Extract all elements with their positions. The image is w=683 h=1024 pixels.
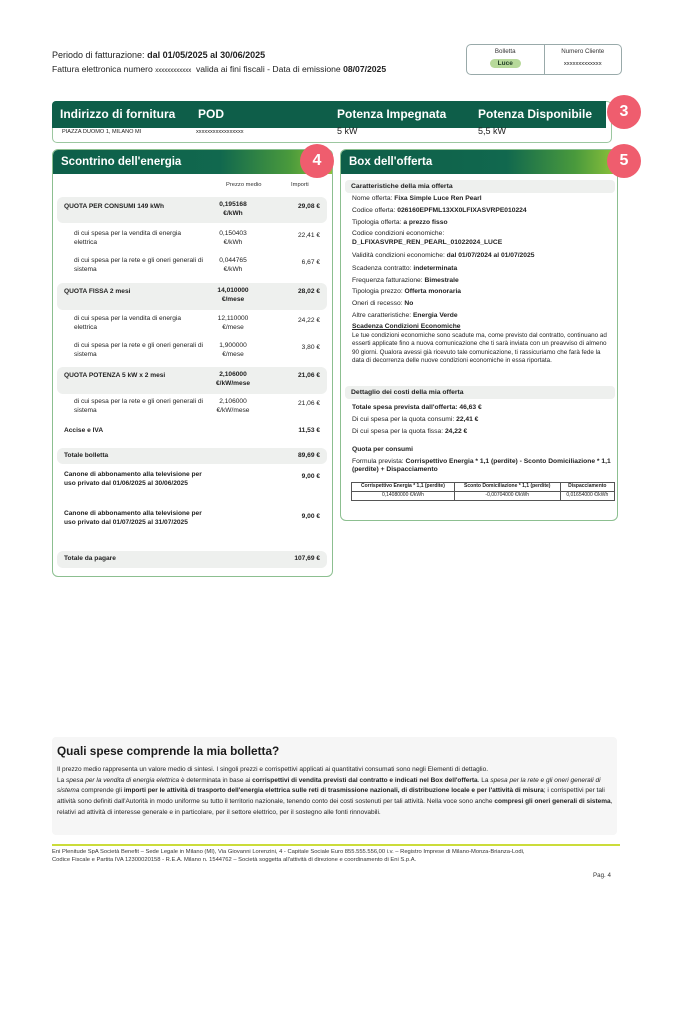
table-row: di cui spesa per la rete e gli oneri generali di sistema 2,106000 €/kW/mese 21,06 € [74, 398, 320, 414]
expiry-conditions-title: Scadenza Condizioni Economiche [352, 323, 461, 330]
consumption-quota-title: Quota per consumi [352, 446, 413, 453]
page-number: Pag. 4 [593, 872, 611, 879]
offer-type: Tipologia offerta: a prezzo fisso [352, 219, 448, 226]
price-type: Tipologia prezzo: Offerta monoraria [352, 288, 462, 295]
client-number-cell: Numero Cliente xxxxxxxxxxxxx [544, 45, 622, 74]
explanation-title: Quali spese comprende la mia bolletta? [57, 744, 280, 758]
col-amount: Importi [291, 182, 309, 188]
bill-type-cell: Bolletta Luce [467, 45, 544, 74]
bill-type-badge: Luce [490, 59, 521, 68]
receipt-title: Scontrino dell'energia [53, 150, 332, 174]
committed-power-label: Potenza Impegnata [337, 107, 447, 121]
conditions-validity: Validità condizioni economiche: dal 01/07/2024 al 01/07/2025 [352, 252, 535, 259]
offer-title: Box dell'offerta [341, 150, 617, 174]
offer-features-title: Caratteristiche della mia offerta [345, 180, 615, 193]
withdrawal-fees: Oneri di recesso: No [352, 300, 414, 307]
offer-code: Codice offerta: 026160EPFML13XX0LFIXASVRPE010224 [352, 207, 527, 214]
table-cell: 0,14080000 €/kWh [352, 491, 455, 500]
supply-address-label: Indirizzo di fornitura [60, 107, 176, 121]
pod-label: POD [198, 107, 225, 121]
offer-total-cost: Totale spesa prevista dall'offerta: 46,63 € [352, 404, 482, 411]
table-cell: -0,00704000 €/kWh [454, 491, 560, 500]
other-features: Altre caratteristiche: Energia Verde [352, 312, 458, 319]
offer-name: Nome offerta: Fixa Simple Luce Ren Pearl [352, 195, 482, 202]
footer-divider [52, 844, 620, 846]
table-row: Canone di abbonamento alla televisione per uso privato dal 01/07/2025 al 31/07/2025 9,00 € [64, 510, 320, 526]
billing-period: Periodo di fatturazione: dal 01/05/2025 al 30/06/2025 [52, 50, 266, 60]
pod-value: xxxxxxxxxxxxxxxxx [196, 129, 244, 135]
table-row: di cui spesa per la rete e gli oneri generali di sistema 1,900000 €/mese 3,80 € [74, 342, 320, 358]
offer-fixed-cost: Di cui spesa per la quota fissa: 24,22 € [352, 428, 468, 435]
explanation-text: Il prezzo medio rappresenta un valore medio di sintesi. I singoli prezzi e corrispettivi applicati ai quantitativi consumati sono negli Elementi di dettaglio. La spesa per la vendita di energia elettrica è determinata in base ai corrispettivi di vendita previsti dal contratto e indicati nel Box dell'offerta. La spesa per la rete e gli oneri generali di sistema comprende gli importi per le attività di trasporto dell'energia elettrica sulle reti di trasmissione nazionali, di distribuzione locale e per l'attività di misura; i corrispettivi per tali attività sono definiti dall'Autorità in modo uniforme su tutto il territorio nazionale, tenendo conto dei costi sostenuti per tali attività. Nella voce sono anche compresi gli oneri generali di sistema, relativi ad attività di interesse generale e in particolare, per il settore elettrico, per il sostegno alle fonti rinnovabili. [57, 766, 613, 816]
table-header: Corrispettivo Energia * 1,1 (perdite) [352, 483, 455, 492]
table-row: Canone di abbonamento alla televisione per uso privato dal 01/06/2025 al 30/06/2025 9,00 € [64, 471, 320, 487]
total-to-pay-row: Totale da pagare 107,69 € [57, 551, 327, 568]
section-badge-3: 3 [607, 95, 641, 129]
table-row: Accise e IVA 11,53 € [64, 427, 320, 434]
section-badge-4: 4 [300, 144, 334, 178]
billing-frequency: Frequenza fatturazione: Bimestrale [352, 277, 459, 284]
invoice-info: Fattura elettronica numero xxxxxxxxxxxx valida ai fini fiscali - Data di emissione 08/07/2025 [52, 64, 387, 74]
footer-legal: Eni Plenitude SpA Società Benefit – Sede Legale in Milano (MI), Via Giovanni Lorenzini, 4 - Capitale Sociale Euro 855.555.556,00 i.v. – Registro Imprese di Milano-Monza-Brianza-Lodi, Codice Fiscale e Partita IVA 12300020158 - R.E.A. Milano n. 1544762 – Società soggetta all'attività di direzione e coordinamento di Eni S.p.A. [52, 849, 525, 863]
conditions-code-label: Codice condizioni economiche: [352, 230, 445, 237]
bill-info-box [466, 44, 622, 75]
section-badge-5: 5 [607, 144, 641, 178]
col-average-price: Prezzo medio [226, 182, 262, 188]
price-formula: Formula prevista: Corrispettivo Energia * 1,1 (perdite) - Sconto Domiciliazione * 1,1 (perdite) + Dispacciamento [352, 458, 611, 474]
table-row: QUOTA FISSA 2 mesi 14,010000 €/mese 28,02 € [57, 283, 327, 310]
price-components-table [351, 482, 615, 501]
table-row: QUOTA PER CONSUMI 149 kWh 0,195168 €/kWh 29,08 € [57, 197, 327, 223]
table-header: Dispacciamento [560, 483, 614, 492]
total-bill-row: Totale bolletta 89,69 € [57, 448, 327, 464]
conditions-code: D_LFIXASVRPE_REN_PEARL_01022024_LUCE [352, 239, 503, 246]
supply-address: PIAZZA DUOMO 1, MILANO MI [62, 129, 142, 135]
available-power: 5,5 kW [478, 126, 507, 136]
table-row: di cui spesa per la vendita di energia elettrica 12,110000 €/mese 24,22 € [74, 315, 320, 331]
contract-expiry: Scadenza contratto: indeterminata [352, 265, 458, 272]
table-row: di cui spesa per la vendita di energia elettrica 0,150403 €/kWh 22,41 € [74, 230, 320, 246]
expiry-conditions-text: Le tue condizioni economiche sono scadute ma, come previsto dal contratto, continuano ad esserti applicate fino a nuova comunicazione che ti sarà inviata con un preavviso di almeno 90 giorni. Qualora avessi già ricevuto tale comunicazione, ti rassicuriamo che farà fede la data di decorrenza delle nuove condizioni economiche in essa riportata. [352, 332, 607, 364]
table-row: QUOTA POTENZA 5 kW x 2 mesi 2,106000 €/kW/mese 21,06 € [57, 367, 327, 394]
committed-power: 5 kW [337, 126, 358, 136]
offer-consumption-cost: Di cui spesa per la quota consumi: 22,41 € [352, 416, 479, 423]
client-number: xxxxxxxxxxxxx [563, 61, 602, 67]
offer-costs-title: Dettaglio dei costi della mia offerta [345, 386, 615, 399]
table-row: di cui spesa per la rete e gli oneri generali di sistema 0,044765 €/kWh 6,67 € [74, 257, 320, 273]
table-cell: 0,01654000 €/kWh [560, 491, 614, 500]
table-header: Sconto Domiciliazione * 1,1 (perdite) [454, 483, 560, 492]
available-power-label: Potenza Disponibile [478, 107, 593, 121]
